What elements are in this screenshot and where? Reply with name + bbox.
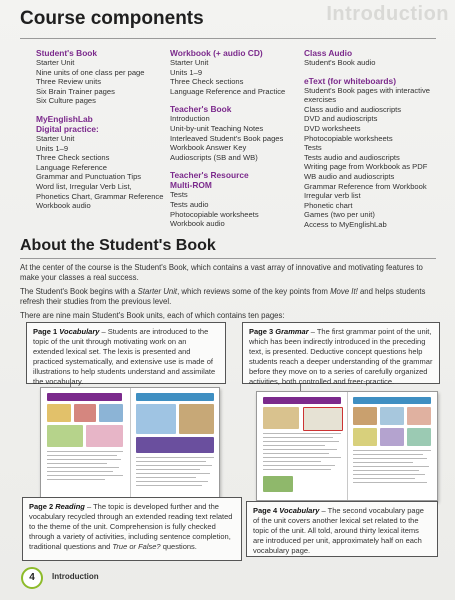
list-item: Three Check sections <box>36 153 110 163</box>
spread-text-line <box>47 467 119 468</box>
paragraph-text: and helps students refresh their studies from the previous level. <box>20 287 426 307</box>
section-title-digital-practice: Digital practice: <box>36 123 99 134</box>
list-item: Interleaved Student's Book pages <box>170 133 284 143</box>
about-paragraph-1: At the center of the course is the Student's Book, which contains a vast array of innovative and motivating features to make your classes a real success. <box>20 263 423 283</box>
list-item: Student's Book audio <box>304 58 376 67</box>
textbook-spread-image-2 <box>256 391 438 501</box>
section-title-class-audio: Class Audio <box>304 48 353 58</box>
section-title-teachers-resource: Teacher's Resource <box>170 170 249 181</box>
list-item: Six Brain Trainer pages <box>36 86 115 96</box>
spread-grammar-box <box>303 407 343 431</box>
spread-text-line <box>353 470 419 471</box>
footer-section-label: Introduction <box>52 572 99 581</box>
list-item: Grammar Reference from Workbook <box>304 181 427 191</box>
callout-heading: Page 4 Vocabulary <box>253 506 320 515</box>
list-item: Introduction <box>170 114 210 124</box>
spread-text-line <box>353 466 429 467</box>
spread-text-line <box>47 455 117 456</box>
spread-text-line <box>136 473 210 474</box>
spread-text-line <box>263 441 339 442</box>
list-item: Workbook audio <box>36 201 91 211</box>
components-column-3 <box>304 48 444 230</box>
spread-text-line <box>263 465 335 466</box>
list-item: Units 1–9 <box>170 67 203 77</box>
list-item: DVD worksheets <box>304 123 361 133</box>
list-item: Class audio and audioscripts <box>304 104 402 114</box>
spread-text-line <box>47 463 107 464</box>
spread-text-line <box>353 454 423 455</box>
spread-text-line <box>263 437 333 438</box>
spread-gutter <box>130 388 131 498</box>
spread-illustration <box>47 425 83 447</box>
about-divider <box>20 258 436 259</box>
spread-illustration <box>407 428 431 446</box>
components-column-1 <box>36 48 166 211</box>
list-item: Nine units of one class per page <box>36 67 145 77</box>
list-item: Audioscripts (SB and WB) <box>170 152 258 162</box>
callout-body: – The topic is developed further and the vocabulary recycled through an extended reading text related to the theme of the unit. Comprehension is fully checked through a variety of activities, including sentence completion, traditional questions and <box>29 502 233 551</box>
textbook-spread-image-1 <box>40 387 220 499</box>
paragraph-italic: Move It! <box>330 287 358 296</box>
spread-illustration <box>353 428 377 446</box>
list-item: WB audio and audioscripts <box>304 171 395 181</box>
list-item: Games (two per unit) <box>304 210 375 220</box>
spread-text-line <box>47 479 105 480</box>
list-item: Phonetic chart <box>304 200 353 210</box>
list-item: Six Culture pages <box>36 96 96 106</box>
spread-text-line <box>136 477 196 478</box>
list-item: Unit-by-unit Teaching Notes <box>170 123 264 133</box>
components-column-2 <box>170 48 300 229</box>
spread-text-line <box>136 485 202 486</box>
workbook-list <box>170 58 300 96</box>
list-item: Starter Unit <box>170 58 209 67</box>
spread-header-bar <box>47 393 122 401</box>
page-title: Course components <box>20 8 204 29</box>
section-title-multi-rom: Multi-ROM <box>170 180 212 191</box>
callout-heading: Page 1 Vocabulary <box>33 327 100 336</box>
list-item: DVD and audioscripts <box>304 114 378 124</box>
spread-header-bar <box>136 393 214 401</box>
list-item: Workbook Answer Key <box>170 143 247 153</box>
paragraph-text: The Student's Book begins with a <box>20 287 138 296</box>
students-book-list <box>36 58 166 106</box>
spread-text-line <box>136 461 206 462</box>
spread-text-line <box>263 449 337 450</box>
list-item: Irregular verb list <box>304 191 361 201</box>
spread-text-line <box>263 433 341 434</box>
spread-text-line <box>263 461 321 462</box>
callout-heading: Page 2 Reading <box>29 502 85 511</box>
section-title-myenglishlab: MyEnglishLab <box>36 113 93 124</box>
spread-text-line <box>47 471 113 472</box>
callout-body: – The first grammar point of the unit, which has been indirectly introduced in the preceding text, is presented. Deductive concept questions help students reach a deeper understanding of the grammar before they move on to a series of carefully organized activities, both controlled and freer-practice. <box>249 327 433 386</box>
list-item: Language Reference and Practice <box>170 86 286 96</box>
list-item: Student's Book pages with interactive <box>304 85 430 95</box>
header-watermark: Introduction <box>326 3 449 25</box>
spread-text-line <box>136 465 212 466</box>
about-paragraph-2 <box>20 287 438 308</box>
spread-text-line <box>263 453 329 454</box>
multi-rom-list <box>170 190 300 228</box>
spread-text-line <box>353 462 413 463</box>
spread-illustration <box>380 428 404 446</box>
spread-header-bar <box>263 397 341 404</box>
list-item: Access to MyEnglishLab <box>304 219 387 229</box>
spread-text-line <box>263 457 341 458</box>
spread-gutter <box>347 392 348 500</box>
list-item: Tests <box>304 143 322 153</box>
spread-illustration <box>47 404 71 422</box>
spread-text-line <box>353 450 431 451</box>
etext-list <box>304 86 444 230</box>
callout-body: questions. <box>160 542 197 551</box>
list-item: Starter Unit <box>36 58 75 67</box>
spread-text-line <box>263 445 325 446</box>
section-title-students-book: Student's Book <box>36 48 98 58</box>
list-item: Units 1–9 <box>36 143 69 153</box>
callout-heading: Page 3 Grammar <box>249 327 309 336</box>
spread-illustration <box>407 407 431 425</box>
spread-text-line <box>136 481 208 482</box>
list-item: Three Check sections <box>170 77 244 87</box>
title-divider <box>20 38 436 39</box>
spread-illustration <box>74 404 96 422</box>
spread-text-line <box>47 459 121 460</box>
section-heading-about: About the Student's Book <box>20 237 216 254</box>
callout-page-4-vocabulary <box>246 501 438 557</box>
digital-practice-list <box>36 134 166 211</box>
spread-photo <box>263 407 299 429</box>
list-item: Three Review units <box>36 77 101 87</box>
spread-text-line <box>353 478 415 479</box>
list-item: exercises <box>304 95 337 105</box>
callout-page-1-vocabulary <box>26 322 226 384</box>
list-item: Tests <box>170 190 188 200</box>
spread-illustration <box>99 404 123 422</box>
list-item: Writing page from Workbook as PDF <box>304 162 428 172</box>
paragraph-italic: Starter Unit <box>137 287 178 296</box>
list-item: Starter Unit <box>36 133 75 143</box>
teachers-book-list <box>170 114 300 162</box>
spread-text-line <box>47 451 123 452</box>
list-item: Tests audio <box>170 199 209 209</box>
spread-text-line <box>353 458 427 459</box>
spread-photo <box>136 437 214 453</box>
spread-text-line <box>353 474 425 475</box>
spread-text-line <box>136 457 214 458</box>
spread-text-line <box>353 482 427 483</box>
spread-photo <box>179 404 214 434</box>
list-item: Language Reference <box>36 162 107 172</box>
spread-illustration <box>380 407 404 425</box>
section-title-workbook: Workbook (+ audio CD) <box>170 48 263 58</box>
spread-illustration <box>263 476 293 492</box>
spread-text-line <box>263 469 331 470</box>
spread-illustration <box>353 407 377 425</box>
spread-illustration <box>86 425 123 447</box>
list-item: Phonetics Chart, Grammar Reference <box>36 191 164 201</box>
callout-page-3-grammar <box>242 322 440 384</box>
list-item: Workbook audio <box>170 219 225 229</box>
spread-text-line <box>47 475 123 476</box>
callout-body: – The second vocabulary page of the unit covers another lexical set related to the topic of the unit. All told, around thirty lexical items are introduced per unit, approximately half on each vocabulary page. <box>253 506 424 555</box>
list-item: Word list, Irregular Verb List, <box>36 181 132 191</box>
spread-header-bar <box>353 397 431 404</box>
section-title-etext: eText (for whiteboards) <box>304 75 396 86</box>
list-item: Grammar and Punctuation Tips <box>36 172 142 182</box>
section-title-teachers-book: Teacher's Book <box>170 104 232 115</box>
spread-photo <box>136 404 176 434</box>
callout-page-2-reading <box>22 497 242 561</box>
list-item: Tests audio and audioscripts <box>304 152 400 162</box>
callout-italic: True or False? <box>112 542 161 551</box>
callout-body: – Students are introduced to the topic of the unit through motivating work on an extended lexical set. The lexis is presented and practiced systematically, and extensive use is made of illustrations to help students understand and assimilate the vocabulary. <box>33 327 216 386</box>
list-item: Photocopiable worksheets <box>170 209 259 219</box>
spread-text-line <box>136 469 200 470</box>
paragraph-text: , which reviews some of the key points from <box>177 287 331 296</box>
page-number-badge: 4 <box>21 567 43 589</box>
list-item: Photocopiable worksheets <box>304 133 393 143</box>
about-paragraph-3: There are nine main Student's Book units, each of which contains ten pages: <box>20 311 285 320</box>
